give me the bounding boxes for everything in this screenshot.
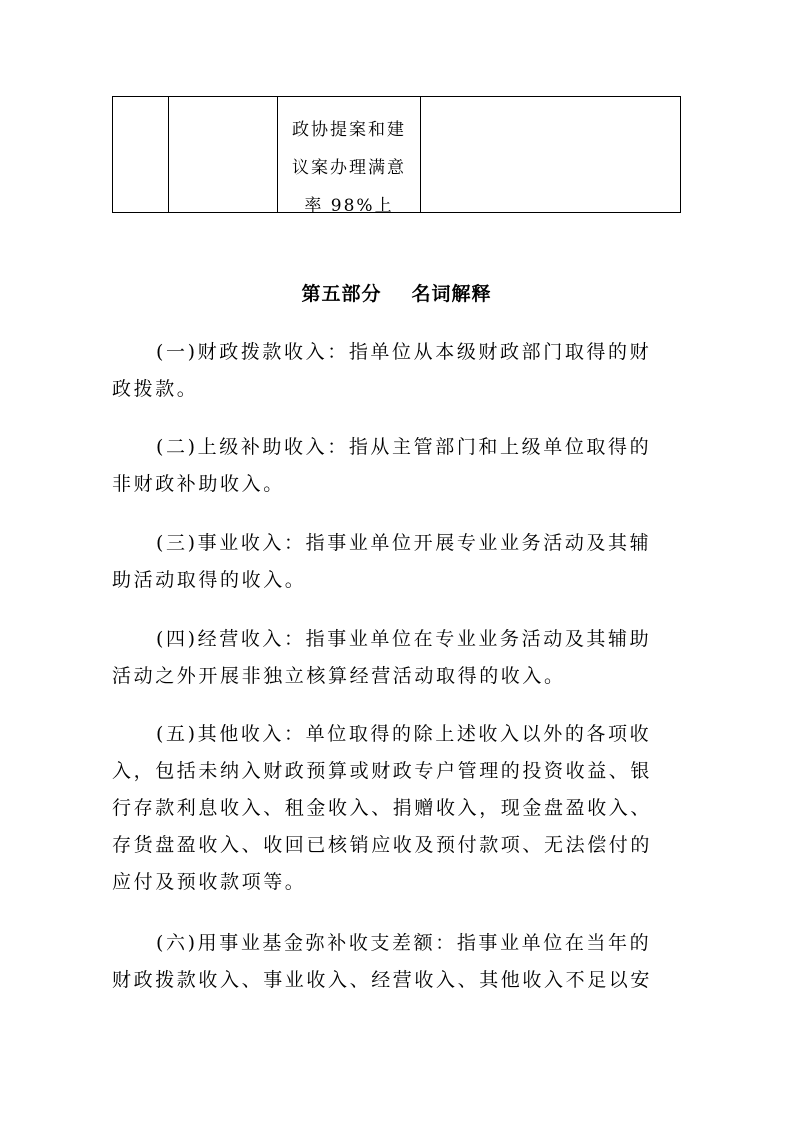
paragraph-line: (一)财政拨款收入：指单位从本级财政部门取得的财 <box>156 341 652 363</box>
section-title-name: 名词解释 <box>411 283 492 305</box>
paragraph-line: (六)用事业基金弥补收支差额：指事业单位在当年的 <box>156 932 652 954</box>
section-title <box>0 279 793 309</box>
table-cell-line: 政协提案和建 <box>292 120 406 140</box>
paragraph-line: 财政拨款收入、事业收入、经营收入、其他收入不足以安 <box>112 969 653 991</box>
paragraph-other-income <box>112 716 660 901</box>
paragraph-line: 入，包括未纳入财政预算或财政专户管理的投资收益、银 <box>112 760 653 782</box>
paragraph-line: 应付及预收款项等。 <box>112 871 307 893</box>
table-cell-indicator-text <box>278 111 420 225</box>
table-cell-category <box>169 97 278 212</box>
paragraph-line: (四)经营收入：指事业单位在专业业务活动及其辅助 <box>156 628 652 650</box>
paragraph-line: (二)上级补助收入：指从主管部门和上级单位取得的 <box>156 436 652 458</box>
table-cell-line: 议案办理满意 <box>292 158 406 178</box>
paragraph-career-fund <box>112 925 660 999</box>
indicator-table-fragment <box>112 96 681 216</box>
paragraph-line: (三)事业收入：指事业单位开展专业业务活动及其辅 <box>156 532 652 554</box>
paragraph-line: 存货盘盈收入、收回已核销应收及预付款项、无法偿付的 <box>112 834 653 856</box>
paragraph-operating-income <box>112 621 660 695</box>
paragraph-line: 行存款利息收入、租金收入、捐赠收入，现金盘盈收入、 <box>112 797 653 819</box>
table-cell-indicator <box>278 97 421 216</box>
paragraph-business-income <box>112 525 660 599</box>
table-cell-line: 率 98%上 <box>304 196 394 216</box>
paragraph-line: 助活动取得的收入。 <box>112 569 307 591</box>
section-title-part: 第五部分 <box>301 283 382 305</box>
paragraph-superior-subsidy <box>112 429 660 503</box>
table-cell-index <box>113 97 169 212</box>
paragraph-fiscal-appropriation <box>112 334 660 408</box>
paragraph-line: 政拨款。 <box>112 378 199 400</box>
paragraph-line: 活动之外开展非独立核算经营活动取得的收入。 <box>112 665 566 687</box>
table-cell-value <box>421 97 680 212</box>
paragraph-line: (五)其他收入：单位取得的除上述收入以外的各项收 <box>156 723 652 745</box>
paragraph-line: 非财政补助收入。 <box>112 473 285 495</box>
